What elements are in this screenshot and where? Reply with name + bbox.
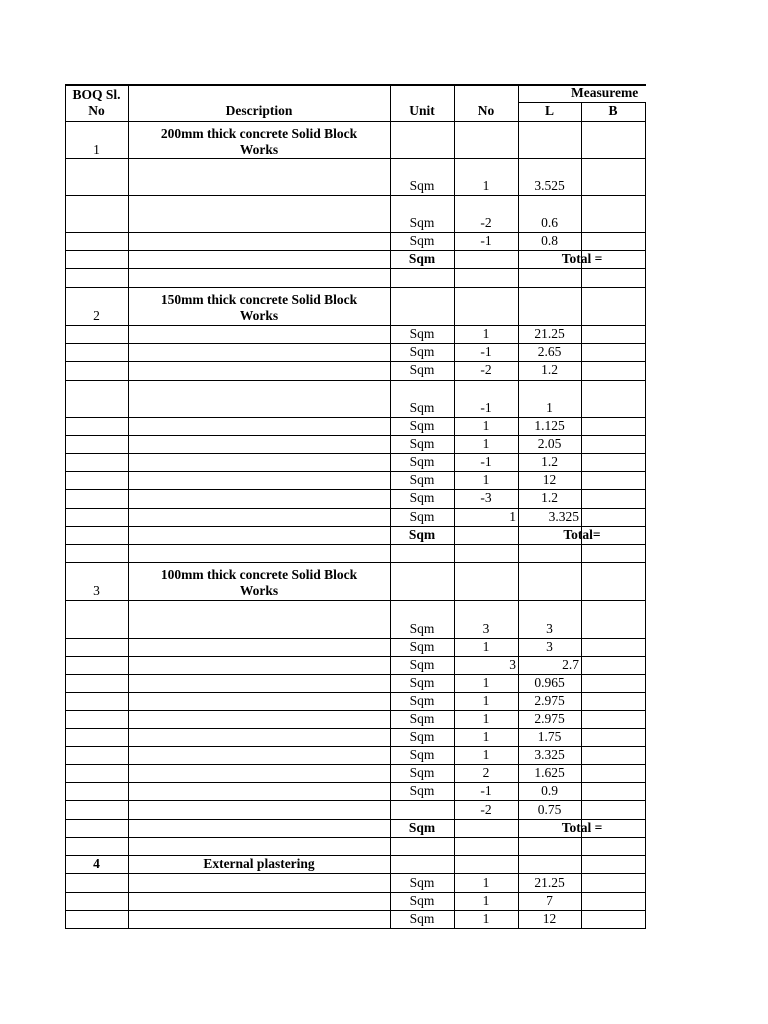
row-unit: Sqm (409, 657, 435, 672)
row-unit: Sqm (409, 765, 435, 780)
row-length: 7 (546, 893, 553, 908)
row-length: 2.65 (537, 344, 562, 359)
header-unit: Unit (409, 103, 435, 118)
row-unit: Sqm (409, 693, 435, 708)
row-no: 1 (482, 436, 490, 451)
total-unit: Sqm (408, 527, 436, 542)
row-no: 1 (482, 326, 490, 341)
row-unit: Sqm (409, 178, 435, 193)
row-unit: Sqm (409, 711, 435, 726)
grid-line (65, 600, 646, 601)
grid-line (65, 361, 646, 362)
grid-line (65, 489, 646, 490)
grid-line (65, 837, 646, 838)
row-unit: Sqm (409, 675, 435, 690)
row-unit: Sqm (409, 472, 435, 487)
total-unit: Sqm (408, 820, 436, 835)
row-no: -1 (480, 344, 492, 359)
header-measurement: Measureme (571, 86, 639, 100)
grid-line (65, 526, 646, 527)
row-length: 0.75 (537, 802, 562, 817)
header-boq-no: No (88, 103, 105, 118)
row-no: -2 (480, 362, 492, 377)
grid-line (65, 250, 646, 251)
table-border-top (65, 84, 646, 86)
row-no: 1 (482, 747, 490, 762)
row-no: 1 (482, 178, 490, 193)
header-boq-sl: BOQ Sl. (72, 87, 121, 102)
grid-line (65, 453, 646, 454)
column-divider (128, 84, 129, 929)
row-unit: Sqm (409, 621, 435, 636)
grid-line (65, 638, 646, 639)
row-no: 1 (482, 472, 490, 487)
row-unit: Sqm (409, 418, 435, 433)
column-divider (581, 102, 582, 929)
row-no: 1 (482, 675, 490, 690)
table-border-left (65, 84, 66, 929)
row-length: 1.2 (541, 490, 558, 505)
item-sl-number: 4 (93, 856, 100, 871)
grid-line (65, 892, 646, 893)
row-length: 2.05 (537, 436, 562, 451)
row-length: 1.625 (534, 765, 565, 780)
grid-line (65, 782, 646, 783)
row-unit: Sqm (409, 233, 435, 248)
total-unit: Sqm (408, 251, 436, 266)
row-no: 3 (482, 621, 490, 636)
row-unit: Sqm (409, 893, 435, 908)
row-no: 1 (509, 509, 516, 524)
row-no: 1 (482, 911, 490, 926)
row-unit: Sqm (409, 362, 435, 377)
grid-line (65, 121, 646, 122)
row-unit: Sqm (409, 436, 435, 451)
grid-line (65, 819, 646, 820)
row-length: 3.325 (534, 747, 565, 762)
row-length: 1.75 (537, 729, 562, 744)
total-label: Total = (561, 820, 603, 835)
row-no: -1 (480, 400, 492, 415)
row-unit: Sqm (409, 639, 435, 654)
row-no: 1 (482, 875, 490, 890)
row-no: -1 (480, 783, 492, 798)
row-no: -2 (480, 802, 492, 817)
row-length: 2.7 (562, 657, 579, 672)
item-description: 100mm thick concrete Solid Block Works (160, 567, 358, 598)
grid-line (65, 800, 646, 801)
column-divider (390, 84, 391, 929)
row-length: 3 (546, 639, 553, 654)
row-length: 0.9 (541, 783, 558, 798)
header-breadth: B (608, 103, 618, 118)
row-no: 1 (482, 711, 490, 726)
row-unit: Sqm (409, 911, 435, 926)
grid-line (65, 158, 646, 159)
grid-line (65, 656, 646, 657)
row-no: 2 (482, 765, 490, 780)
row-no: -2 (480, 215, 492, 230)
row-unit: Sqm (409, 729, 435, 744)
row-length: 3 (546, 621, 553, 636)
row-no: 1 (482, 729, 490, 744)
row-no: 3 (509, 657, 516, 672)
column-divider (645, 102, 646, 929)
row-unit: Sqm (409, 326, 435, 341)
row-unit: Sqm (409, 490, 435, 505)
row-length: 0.965 (534, 675, 565, 690)
row-unit: Sqm (409, 747, 435, 762)
item-sl-number: 3 (93, 583, 100, 598)
header-no: No (477, 103, 495, 118)
item-description: 200mm thick concrete Solid Block Works (160, 126, 358, 157)
grid-line (65, 195, 646, 196)
grid-line (65, 562, 646, 563)
grid-line (65, 544, 646, 545)
total-label: Total= (563, 527, 601, 542)
row-length: 12 (542, 472, 557, 487)
row-no: -1 (480, 233, 492, 248)
row-length: 1.2 (541, 454, 558, 469)
row-no: 1 (482, 693, 490, 708)
item-sl-number: 2 (93, 308, 100, 323)
row-unit: Sqm (409, 215, 435, 230)
row-unit: Sqm (409, 875, 435, 890)
grid-line (65, 287, 646, 288)
grid-line (518, 102, 646, 103)
row-length: 3.325 (548, 509, 579, 524)
row-length: 12 (542, 911, 557, 926)
boq-measurement-sheet (65, 84, 646, 929)
grid-line (65, 471, 646, 472)
row-unit: Sqm (409, 344, 435, 359)
row-no: 1 (482, 418, 490, 433)
row-unit: Sqm (409, 400, 435, 415)
grid-line (65, 873, 646, 874)
row-unit: Sqm (409, 509, 435, 524)
item-description: External plastering (203, 856, 315, 871)
row-length: 0.6 (541, 215, 558, 230)
item-description: 150mm thick concrete Solid Block Works (160, 292, 358, 323)
row-no: -1 (480, 454, 492, 469)
header-length: L (544, 103, 554, 118)
row-length: 1 (546, 400, 553, 415)
row-unit: Sqm (409, 454, 435, 469)
total-label: Total = (561, 251, 603, 266)
row-length: 21.25 (534, 875, 565, 890)
row-length: 2.975 (534, 711, 565, 726)
row-length: 1.125 (534, 418, 565, 433)
grid-line (65, 268, 646, 269)
row-no: -3 (480, 490, 492, 505)
header-description: Description (225, 103, 293, 118)
row-unit: Sqm (409, 783, 435, 798)
grid-line (65, 232, 646, 233)
table-border-bottom (65, 928, 646, 929)
row-no: 1 (482, 893, 490, 908)
row-length: 0.8 (541, 233, 558, 248)
row-length: 1.2 (541, 362, 558, 377)
row-length: 3.525 (534, 178, 565, 193)
grid-line (65, 910, 646, 911)
item-sl-number: 1 (93, 142, 100, 157)
grid-line (65, 380, 646, 381)
row-length: 21.25 (534, 326, 565, 341)
row-length: 2.975 (534, 693, 565, 708)
row-no: 1 (482, 639, 490, 654)
